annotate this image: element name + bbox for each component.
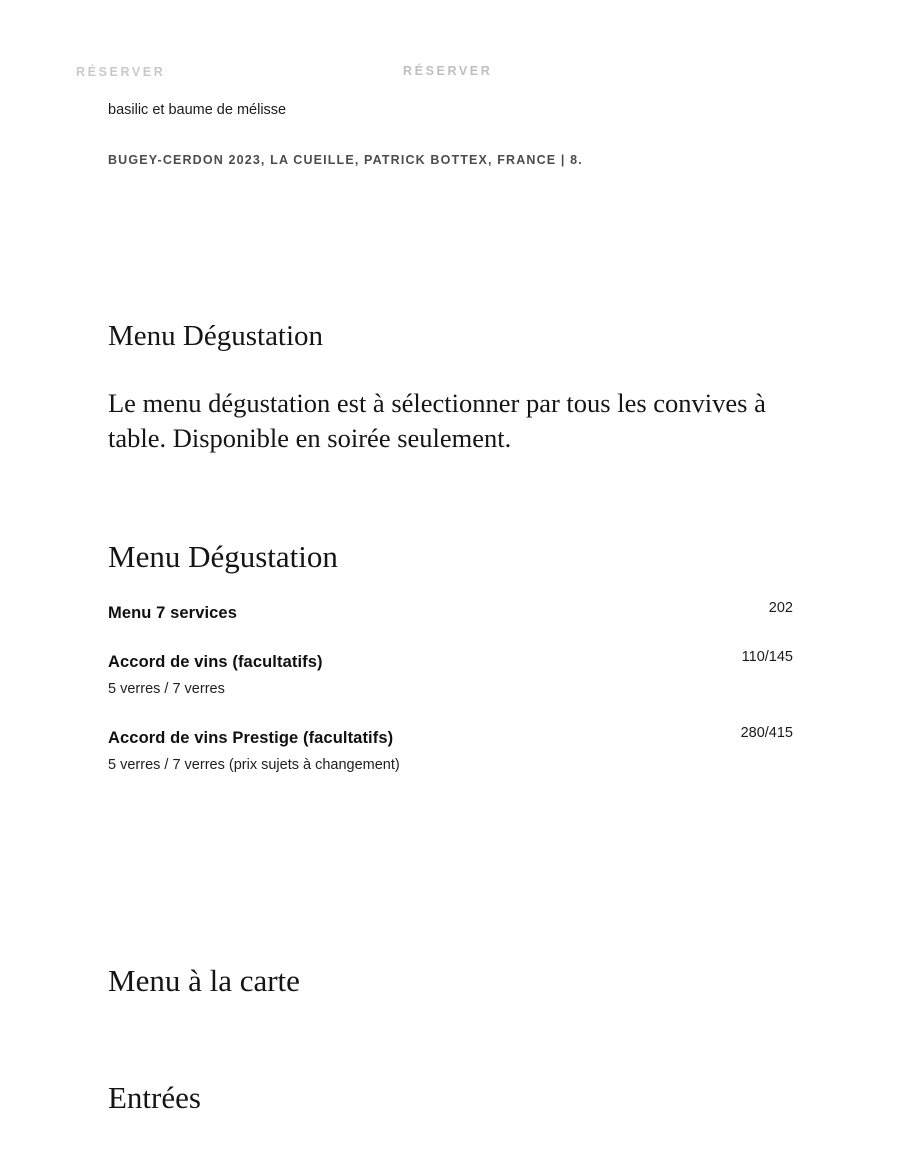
menu-item-name: Accord de vins Prestige (facultatifs) [108, 729, 394, 748]
degustation-intro-paragraph: Le menu dégustation est à sélectionner par tous les convives à table. Disponible en soirée seulement. [108, 387, 766, 453]
menu-item-head [108, 725, 793, 748]
section-heading-degustation-intro: Menu Dégustation [108, 320, 324, 353]
dish-description-clipped: basilic et baume de mélisse [108, 102, 287, 118]
menu-item-head [108, 649, 793, 672]
sticky-header [0, 0, 900, 100]
menu-item-price: 110/145 [741, 649, 793, 665]
menu-item-price: 202 [768, 600, 793, 616]
wine-pairing-line: BUGEY-CERDON 2023, LA CUEILLE, PATRICK BOTTEX, FRANCE | 8. [108, 153, 583, 167]
menu-item-row [108, 649, 793, 699]
menu-item-description: 5 verres / 7 verres (prix sujets à changement) [108, 757, 400, 774]
section-heading-degustation-list: Menu Dégustation [108, 538, 338, 574]
menu-item-description: 5 verres / 7 verres [108, 681, 225, 697]
menu-item-row [108, 725, 793, 775]
menu-item-head [108, 600, 793, 623]
menu-item-name: Accord de vins (facultatifs) [108, 653, 323, 671]
menu-item-row [108, 600, 793, 623]
degustation-item-list [108, 600, 793, 776]
section-heading-entrees: Entrées [108, 1079, 201, 1115]
reserve-button-secondary[interactable]: RÉSERVER [403, 64, 493, 78]
section-heading-a-la-carte: Menu à la carte [108, 962, 300, 998]
menu-item-price: 280/415 [740, 725, 793, 742]
reserve-button-primary[interactable]: RÉSERVER [76, 65, 166, 79]
menu-item-name: Menu 7 services [108, 604, 237, 622]
